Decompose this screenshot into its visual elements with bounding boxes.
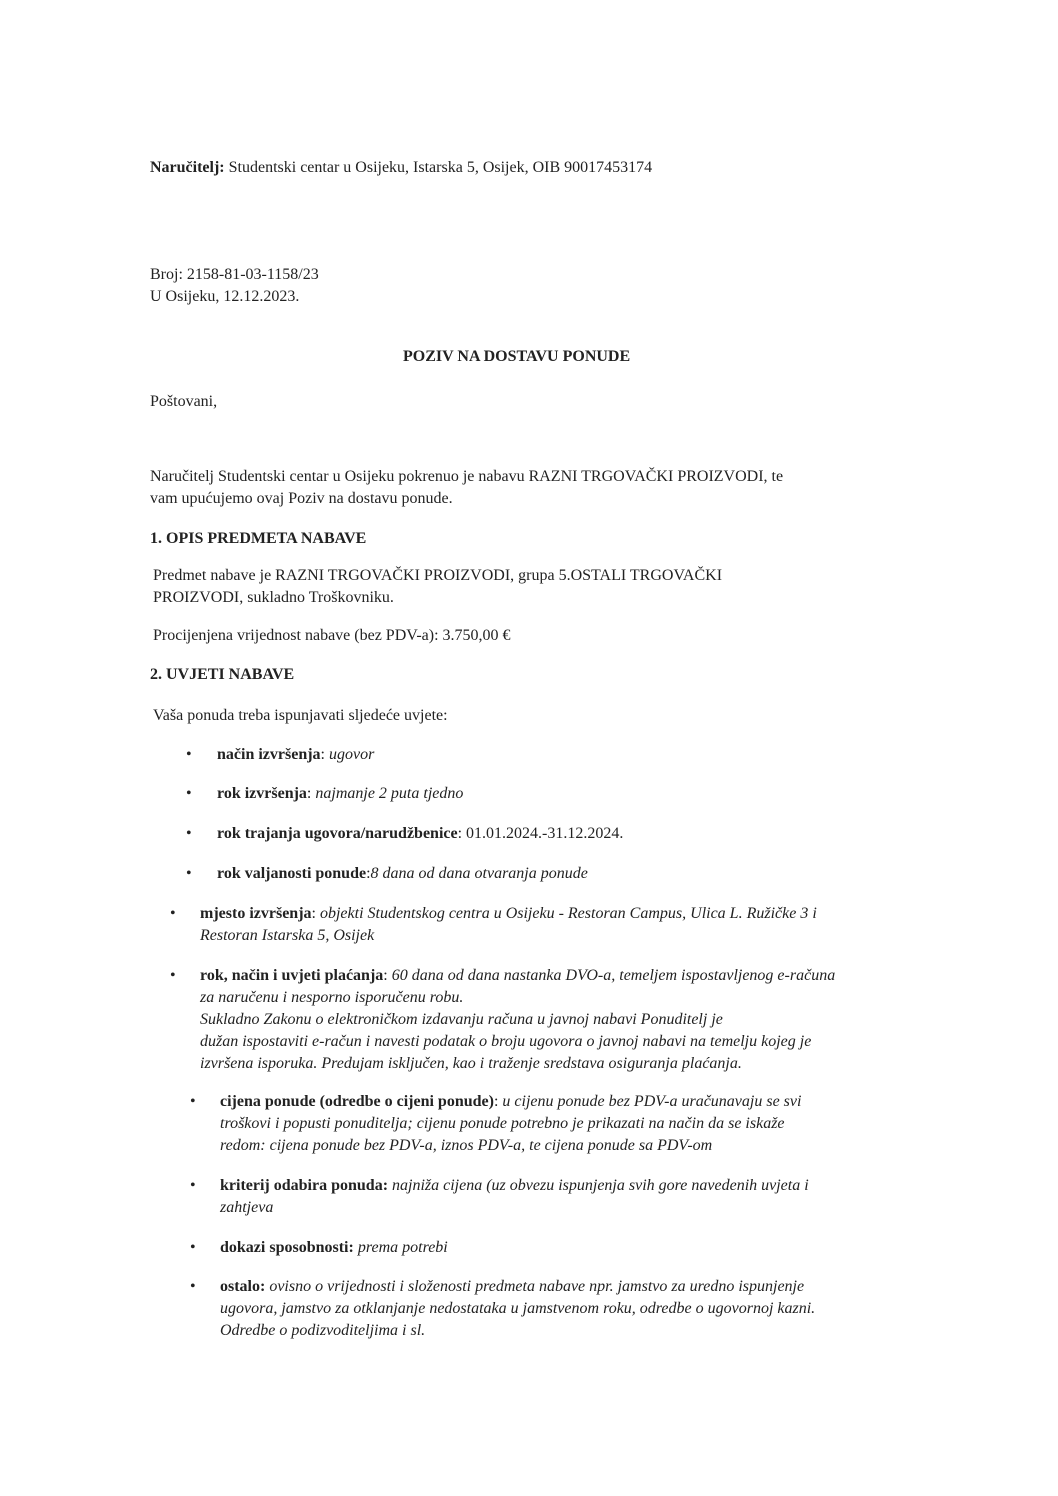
condition-item: ostalo: ovisno o vrijednosti i složenosti predmeta nabave npr. jamstvo za uredno ispunjenje bbox=[220, 1278, 805, 1295]
bullet-icon: • bbox=[190, 1093, 196, 1110]
page-title: POZIV NA DOSTAVU PONUDE bbox=[403, 348, 631, 365]
condition-item: kriterij odabira ponuda: najniža cijena (uz obvezu ispunjenja svih gore navedenih uvjeta i bbox=[220, 1177, 809, 1194]
bullet-icon: • bbox=[190, 1278, 196, 1295]
condition-item-continuation: Sukladno Zakonu o elektroničkom izdavanju računa u javnoj nabavi Ponuditelj je bbox=[200, 1011, 723, 1028]
section-1-p1-line1: Predmet nabave je RAZNI TRGOVAČKI PROIZVODI, grupa 5.OSTALI TRGOVAČKI bbox=[153, 567, 723, 584]
condition-item-continuation: troškovi i popusti ponuditelja; cijenu ponude potrebno je prikazati na način da se iskaže bbox=[220, 1115, 785, 1132]
bullet-icon: • bbox=[186, 785, 192, 802]
condition-item: cijena ponude (odredbe o cijeni ponude): u cijenu ponude bez PDV-a uračunavaju se svi bbox=[220, 1093, 802, 1110]
section-1-estimated-value: Procijenjena vrijednost nabave (bez PDV-a): 3.750,00 € bbox=[153, 627, 511, 644]
condition-item-continuation: redom: cijena ponude bez PDV-a, iznos PDV-a, te cijena ponude sa PDV-om bbox=[220, 1137, 713, 1154]
intro-line-1: Naručitelj Studentski centar u Osijeku pokrenuo je nabavu RAZNI TRGOVAČKI PROIZVODI, te bbox=[150, 468, 784, 485]
bullet-icon: • bbox=[170, 967, 176, 984]
condition-item: rok valjanosti ponude:8 dana od dana otvaranja ponude bbox=[217, 865, 588, 882]
condition-item: dokazi sposobnosti: prema potrebi bbox=[220, 1239, 448, 1256]
header-line bbox=[150, 157, 652, 179]
section-1-p1-line2: PROIZVODI, sukladno Troškovniku. bbox=[153, 589, 394, 606]
condition-item-continuation: Odredbe o podizvoditeljima i sl. bbox=[220, 1322, 426, 1339]
greeting: Poštovani, bbox=[150, 393, 218, 410]
bullet-icon: • bbox=[186, 825, 192, 842]
condition-item-continuation: zahtjeva bbox=[220, 1199, 274, 1216]
bullet-icon: • bbox=[186, 865, 192, 882]
bullet-icon: • bbox=[190, 1239, 196, 1256]
condition-item-continuation: za naručenu i nesporno isporučenu robu. bbox=[200, 989, 464, 1006]
section-1-heading: 1. OPIS PREDMETA NABAVE bbox=[150, 530, 367, 547]
header-text: Studentski centar u Osijeku, Istarska 5, Osijek, OIB 90017453174 bbox=[224, 159, 653, 176]
place-date: U Osijeku, 12.12.2023. bbox=[150, 288, 300, 305]
condition-item: mjesto izvršenja: objekti Studentskog centra u Osijeku - Restoran Campus, Ulica L. Ružičke 3 i bbox=[200, 905, 817, 922]
condition-item-continuation: ugovora, jamstvo za otklanjanje nedostataka u jamstvenom roku, odredbe o ugovornoj kazni. bbox=[220, 1300, 816, 1317]
bullet-icon: • bbox=[170, 905, 176, 922]
condition-item: način izvršenja: ugovor bbox=[217, 746, 375, 763]
condition-item: rok, način i uvjeti plaćanja: 60 dana od dana nastanka DVO-a, temeljem ispostavljenog e-računa bbox=[200, 967, 836, 984]
header-label: Naručitelj: bbox=[150, 159, 225, 176]
section-2-heading: 2. UVJETI NABAVE bbox=[150, 666, 295, 683]
section-2-intro: Vaša ponuda treba ispunjavati sljedeće uvjete: bbox=[153, 707, 448, 724]
bullet-icon: • bbox=[190, 1177, 196, 1194]
condition-item-continuation: izvršena isporuka. Predujam isključen, kao i traženje sredstava osiguranja plaćanja. bbox=[200, 1055, 742, 1072]
condition-item: rok izvršenja: najmanje 2 puta tjedno bbox=[217, 785, 464, 802]
condition-item-continuation: dužan ispostaviti e-račun i navesti podatak o broju ugovora o javnoj nabavi na temelju kojeg je bbox=[200, 1033, 812, 1050]
intro-line-2: vam upućujemo ovaj Poziv na dostavu ponude. bbox=[150, 490, 453, 507]
bullet-icon: • bbox=[186, 746, 192, 763]
condition-item-continuation: Restoran Istarska 5, Osijek bbox=[200, 927, 375, 944]
condition-item: rok trajanja ugovora/narudžbenice: 01.01.2024.-31.12.2024. bbox=[217, 825, 624, 842]
document-number: Broj: 2158-81-03-1158/23 bbox=[150, 266, 319, 283]
